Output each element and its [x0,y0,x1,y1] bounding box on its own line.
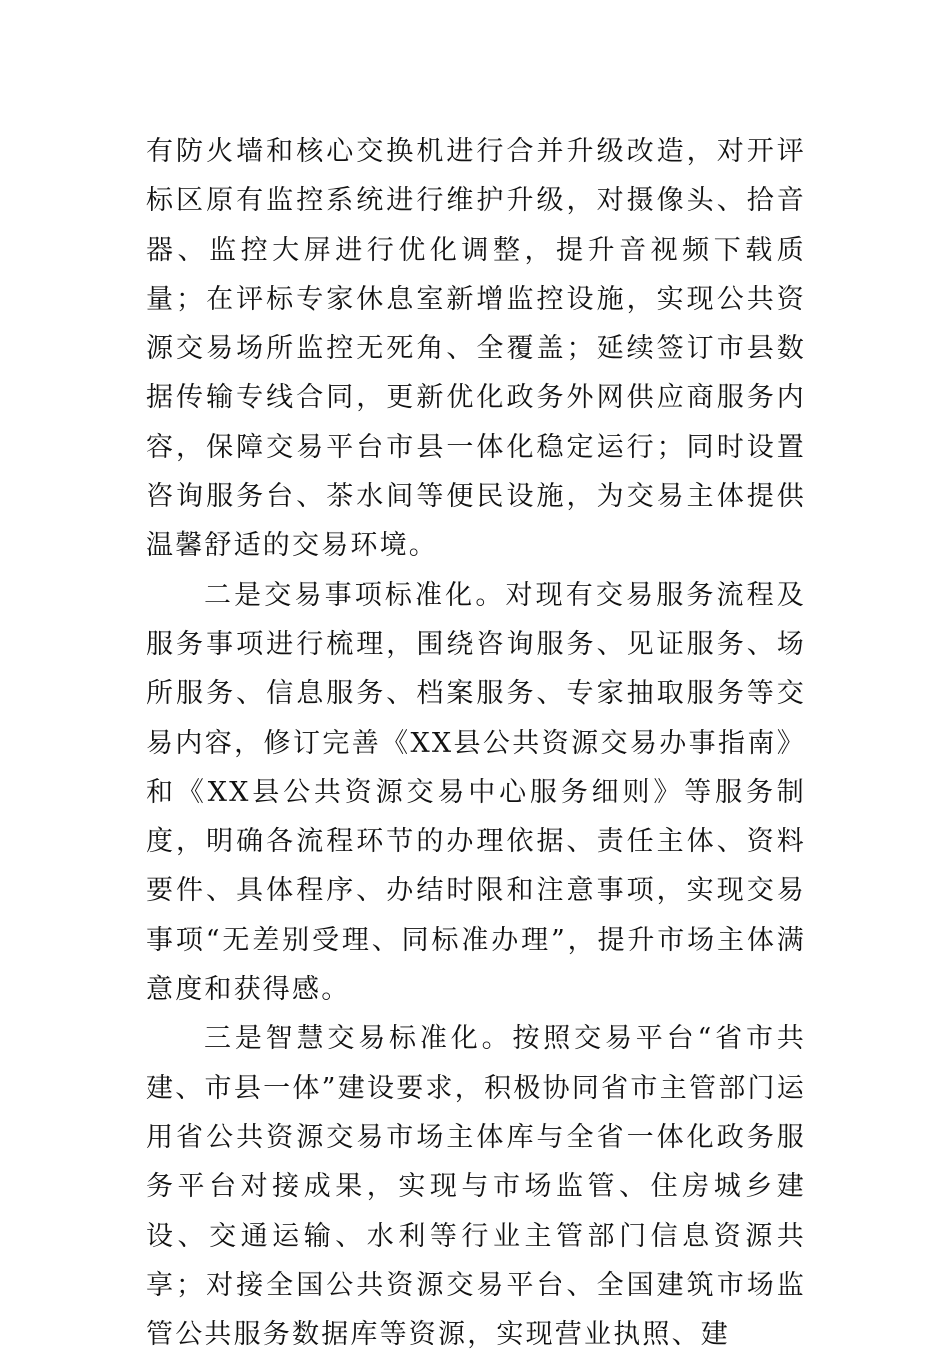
document-body [146,127,806,1359]
paragraph-smart-transaction-standardization: 三是智慧交易标准化。按照交易平台“省市共建、市县一体”建设要求，积极协同省市主管部门运用省公共资源交易市场主体库与全省一体化政务服务平台对接成果，实现与市场监管、住房城乡建设、交通运输、水利等行业主管部门信息资源共享；对接全国公共资源交易平台、全国建筑市场监管公共服务数据库等资源，实现营业执照、建 [146,1023,806,1351]
paragraph-continuation: 有防火墙和核心交换机进行合并升级改造，对开评标区原有监控系统进行维护升级，对摄像头、拾音器、监控大屏进行优化调整，提升音视频下载质量；在评标专家休息室新增监控设施，实现公共资源交易场所监控无死角、全覆盖；延续签订市县数据传输专线合同，更新优化政务外网供应商服务内容，保障交易平台市县一体化稳定运行；同时设置咨询服务台、茶水间等便民设施，为交易主体提供温馨舒适的交易环境。 [146,136,806,562]
paragraph-transaction-standardization: 二是交易事项标准化。对现有交易服务流程及服务事项进行梳理，围绕咨询服务、见证服务、场所服务、信息服务、档案服务、专家抽取服务等交易内容，修订完善《XX县公共资源交易办事指南》和《XX县公共资源交易中心服务细则》等服务制度，明确各流程环节的办理依据、责任主体、资料要件、具体程序、办结时限和注意事项，实现交易事项“无差别受理、同标准办理”，提升市场主体满意度和获得感。 [146,579,806,1006]
